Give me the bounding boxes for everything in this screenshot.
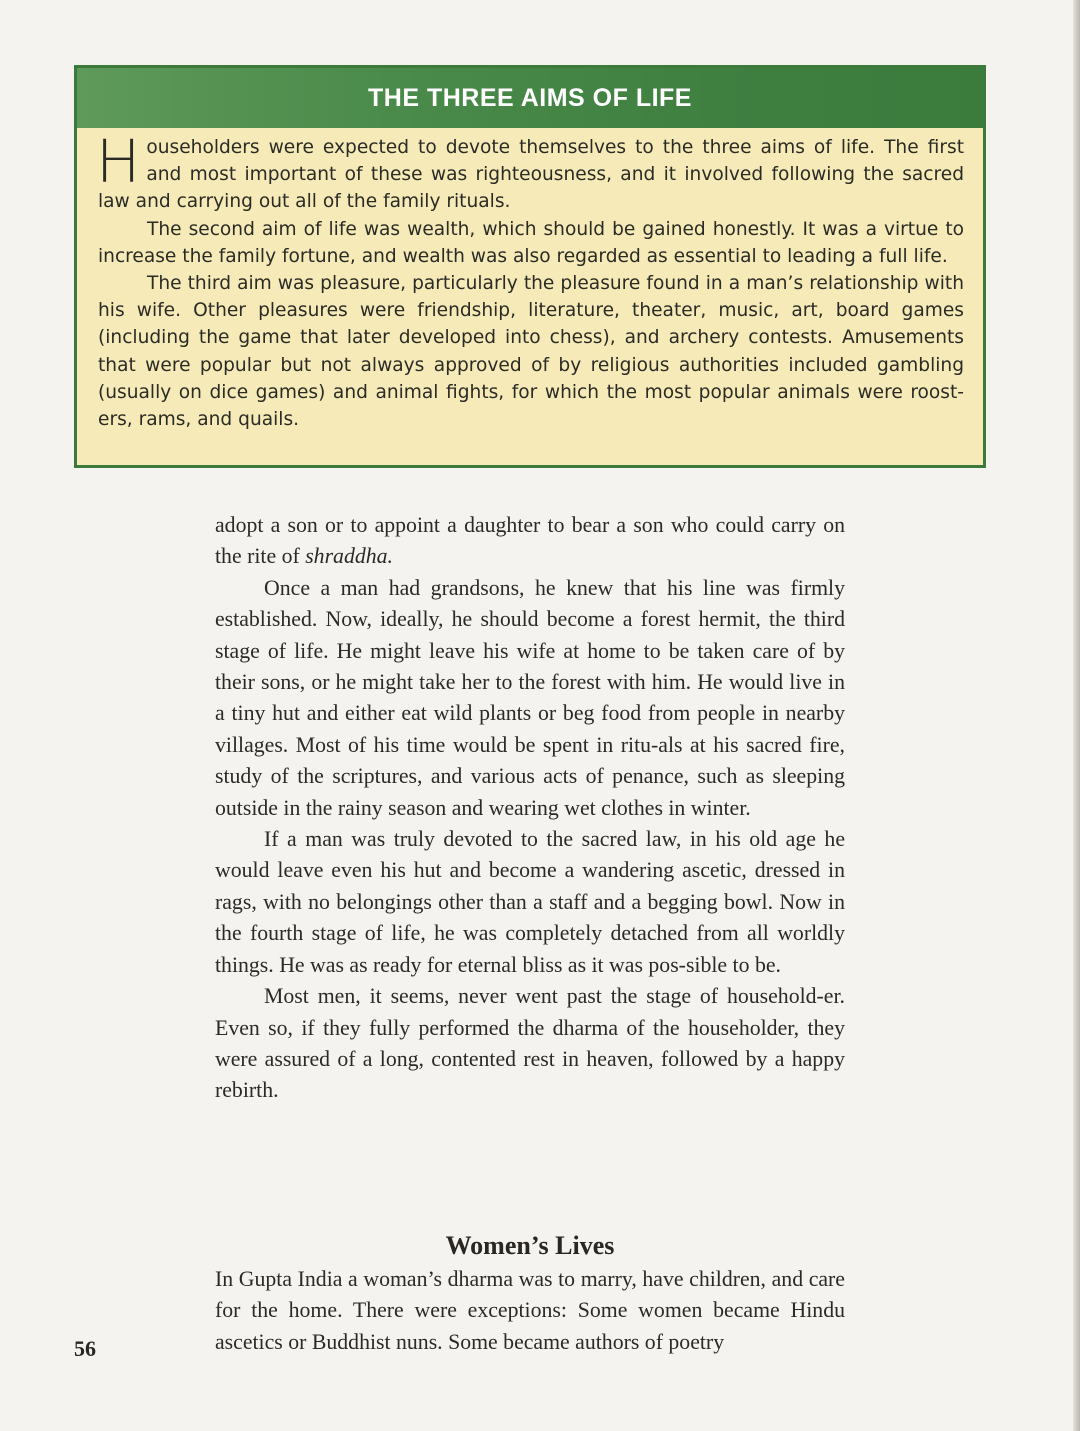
sidebar-paragraph-1-text: ouseholders were expected to devote themselves to the three aims of life. The first and most important of these was righteousness, and it involved following the sacred law and carrying out all of the family rituals. (98, 137, 964, 213)
page-edge (1073, 0, 1080, 1431)
drop-cap: H (96, 127, 141, 196)
main-paragraph-2: Once a man had grandsons, he knew that his line was firmly established. Now, ideally, he should become a forest hermit, the third stage of life. He might leave his wife at home to be taken care of by their sons, or he might take her to the forest with him. He would live in a tiny hut and either eat wild plants or beg food from people in nearby villages. Most of his time would be spent in ritu-als at his sacred fire, study of the scriptures, and various acts of penance, such as sleeping outside in the rainy season and wearing wet clothes in winter. (215, 575, 845, 820)
sidebar-paragraph-1 (96, 127, 964, 216)
sidebar-paragraph-3: The third aim was pleasure, particularly the pleasure found in a man’s relationship with his wife. Other pleasures were friendship, literature, theater, music, art, board games (including the game that later developed into chess), and archery contests. Amusements that were popular but not always approved of by religious authorities included gambling (usually on dice games) and animal fights, for which the most popular animals were roost-ers, rams, and quails. (98, 273, 964, 431)
main-paragraph-3: If a man was truly devoted to the sacred law, in his old age he would leave even his hut and become a wandering ascetic, dressed in rags, with no belongings other than a staff and a begging bowl. Now in the fourth stage of life, he was completely detached from all worldly things. He was as ready for eternal bliss as it was pos-sible to be. (215, 827, 845, 977)
section-paragraph: In Gupta India a woman’s dharma was to marry, have children, and care for the home. There were exceptions: Some women became Hindu ascetics or Buddhist nuns. Some became authors of poetry (215, 1267, 845, 1354)
main-paragraph-1-text: adopt a son or to appoint a daughter to bear a son who could carry on the rite of (215, 513, 845, 569)
sidebar-paragraph-2: The second aim of life was wealth, which should be gained honestly. It was a virtue to increase the family fortune, and wealth was also regarded as essential to leading a full life. (98, 218, 964, 267)
page-number: 56 (74, 1336, 96, 1361)
main-paragraph-4: Most men, it seems, never went past the stage of household-er. Even so, if they fully performed the dharma of the householder, they were assured of a long, contented rest in heaven, followed by a happy rebirth. (215, 984, 845, 1103)
sidebar-body (77, 128, 983, 433)
sidebar-header (77, 68, 983, 128)
sidebar-title: THE THREE AIMS OF LIFE (368, 83, 692, 112)
section-heading: Women’s Lives (445, 1231, 615, 1260)
sidebar-box (74, 65, 986, 468)
main-paragraph-1 (215, 510, 845, 573)
main-text (215, 510, 845, 1107)
shraddha-term: shraddha. (305, 544, 393, 569)
